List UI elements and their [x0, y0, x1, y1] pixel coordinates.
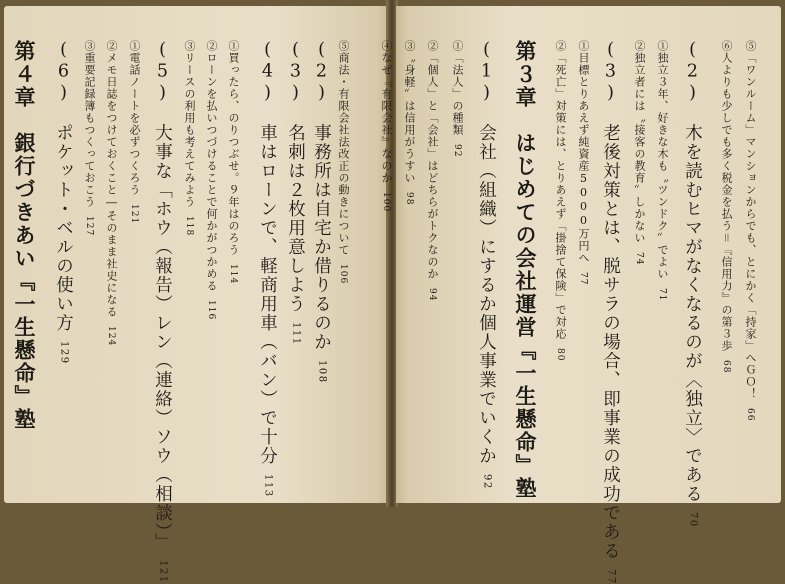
toc-entry	[555, 40, 566, 361]
toc-entry	[657, 40, 668, 301]
entry-text: ①「法人」の種類	[451, 40, 464, 136]
section-heading	[601, 40, 619, 584]
chapter-heading	[515, 40, 536, 500]
page-number: 92	[452, 144, 461, 157]
page-number: 113	[263, 474, 273, 498]
page-number: 68	[721, 360, 730, 373]
entry-text: ③〝身軽〟は信用がうすい	[403, 40, 416, 184]
entry-text: ②ローンを払いつづけることで何かがつかめる	[205, 40, 218, 292]
page-number: 129	[59, 341, 69, 365]
entry-text: ③リースの利用も考えてみよう	[183, 40, 196, 208]
toc-entry	[338, 40, 349, 284]
section-heading	[286, 40, 304, 345]
page-number: 108	[317, 360, 327, 384]
entry-text: ①独立３年、好きな木も〝ツンドク〟でよい	[656, 40, 669, 280]
entry-text: ①電話ノートを必ずつくろう	[128, 40, 141, 196]
toc-entry	[452, 40, 463, 157]
page-number: 100	[381, 192, 390, 212]
entry-text: (2) 木を読むヒマがなくなるのが〈独立〉である	[683, 40, 703, 504]
entry-text: ⑤商法・有限会社法改正の動きについて	[337, 40, 350, 256]
toc-entry	[634, 40, 645, 265]
entry-text: (2) 事務所は自宅か借りるのか	[312, 40, 332, 352]
page-number: 114	[228, 264, 237, 284]
page-number: 66	[745, 408, 754, 421]
entry-text: 第３章 はじめての会社運営『一生懸命』塾	[513, 40, 538, 500]
chapter-heading	[14, 40, 35, 431]
toc-entry	[745, 40, 756, 421]
page-number: 94	[427, 288, 436, 301]
entry-text: ②「死亡」対策には、とりあえず「掛捨て保険」で対応	[554, 40, 567, 340]
page-number: 92	[482, 474, 492, 490]
entry-text: (6) ポケット・ベルの使い方	[54, 40, 74, 333]
section-heading	[258, 40, 276, 497]
left-page	[4, 6, 388, 503]
page-number: 74	[634, 252, 643, 265]
toc-entry	[427, 40, 438, 301]
section-heading	[683, 40, 701, 527]
toc-entry	[721, 40, 732, 373]
page-number: 80	[555, 348, 564, 361]
toc-entry	[184, 40, 195, 236]
section-heading	[54, 40, 72, 364]
entry-text: ③重要記録簿もつくっておこう	[83, 40, 96, 208]
page-number: 77	[606, 569, 616, 584]
toc-entry	[206, 40, 217, 320]
page-number: 77	[578, 272, 587, 285]
toc-entry	[106, 40, 117, 346]
toc-entry	[381, 40, 392, 212]
page-number: 127	[84, 216, 93, 236]
page-number: 70	[688, 512, 698, 528]
right-page	[396, 6, 781, 503]
page-number: 124	[106, 326, 115, 346]
section-heading	[477, 40, 495, 489]
entry-text: ⑤「ワンルーム」マンションからでも、とにかく「持家」へＧＯ！	[744, 40, 757, 400]
entry-text: ④なぜ『有限会社』なのか	[380, 40, 393, 184]
entry-text: (5) 大事な「ホウ（報告）レン（連絡）ソウ（相談）」	[153, 40, 173, 552]
section-heading	[153, 40, 171, 583]
entry-text: (3) 名刺は２枚用意しよう	[286, 40, 306, 314]
entry-text: 第４章 銀行づきあい『一生懸命』塾	[12, 40, 37, 431]
entry-text: ①目標とりあえず純資産5000万円へ	[577, 40, 590, 264]
toc-entry	[578, 40, 589, 285]
page-number: 116	[206, 300, 215, 320]
entry-text: ②メモ日誌をつけておくこと―そのまま社史になる	[105, 40, 118, 318]
entry-text: ⑥人よりも少しでも多く税金を払う＝『信用力』の第３歩	[720, 40, 733, 352]
toc-entry	[404, 40, 415, 205]
toc-entry	[228, 40, 239, 284]
entry-text: (3) 老後対策とは、脱サラの場合、即事業の成功である	[601, 40, 621, 561]
entry-text: ②「個人」と「会社」はどちらがトクなのか	[426, 40, 439, 280]
page-number: 106	[338, 264, 347, 284]
entry-text: ①買ったら、のりつぶせ。９年はのろう	[227, 40, 240, 256]
page-number: 121	[158, 560, 168, 584]
page-number: 121	[129, 204, 138, 224]
toc-entry	[84, 40, 95, 236]
section-heading	[312, 40, 330, 383]
page-number: 71	[657, 288, 666, 301]
page-number: 111	[291, 322, 301, 346]
page-number: 98	[404, 192, 413, 205]
entry-text: (1) 会社（組織）にするか個人事業でいくか	[477, 40, 497, 466]
entry-text: (4) 車はローンで、軽商用車（バン）で十分	[258, 40, 278, 466]
page-number: 118	[184, 216, 193, 236]
toc-entry	[129, 40, 140, 224]
entry-text: ②独立者には〝接客の教育〟しかない	[633, 40, 646, 244]
